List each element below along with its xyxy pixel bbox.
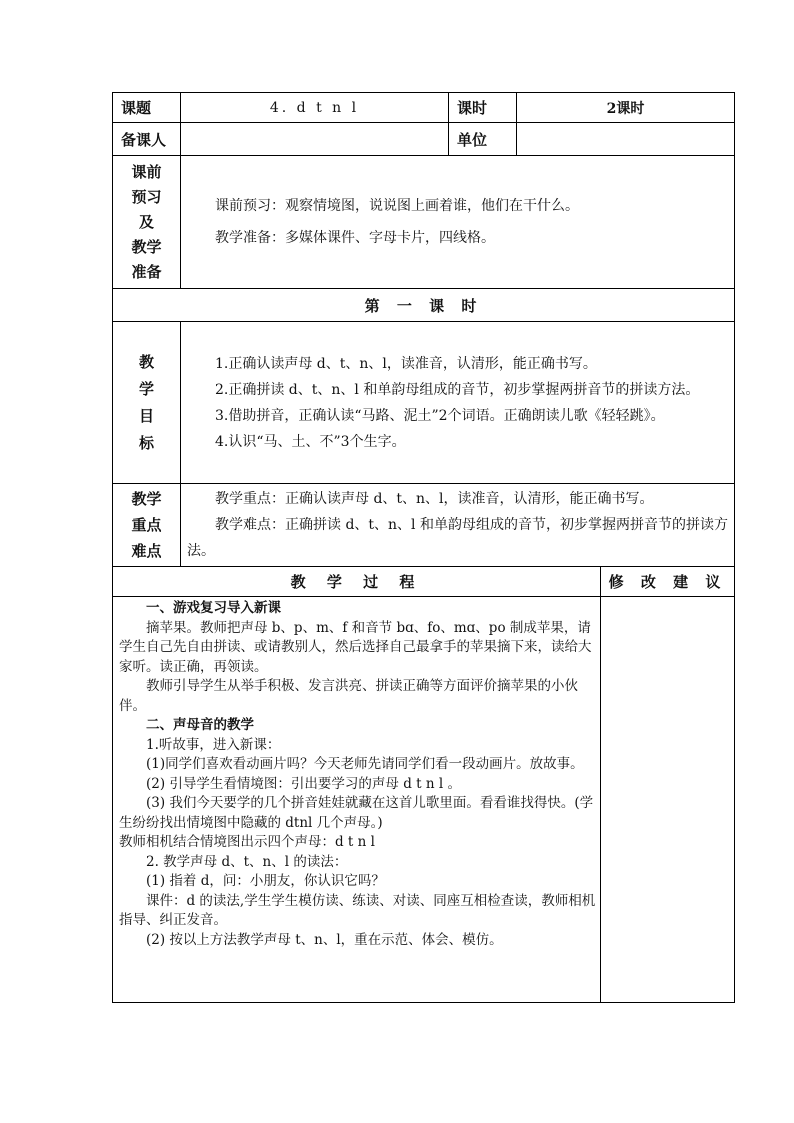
hours-value: 2课时 — [517, 93, 735, 123]
process-line: 1.听故事，进入新课： — [146, 736, 281, 753]
preparer-value — [181, 123, 449, 156]
process-line: 教师相机结合情境图出示四个声母：d t n l — [119, 834, 375, 850]
keypoint-item: 教学重点：正确认读声母 d、t、n、l，读准音，认清形，能正确书写。 — [215, 491, 654, 507]
goal-item: 2.正确拼读 d、t、n、l 和单韵母组成的音节，初步掌握两拼音节的拼读方法。 — [215, 381, 700, 398]
process-line: (2) 按以上方法教学声母 t、n、l，重在示范、体会、模仿。 — [146, 931, 503, 948]
keypoints-content — [181, 484, 735, 567]
goals-label: 教 学 目 标 — [113, 322, 181, 484]
topic-row — [113, 93, 735, 123]
goal-item: 1.正确认读声母 d、t、n、l，读准音，认清形，能正确书写。 — [215, 355, 597, 372]
topic-label: 课题 — [113, 93, 181, 123]
prep-label: 课前 预习 及 教学 准备 — [113, 156, 181, 289]
goal-item: 3.借助拼音，正确认读“马路、泥土”2个词语。正确朗读儿歌《轻轻跳》。 — [215, 407, 665, 424]
process-heading: 一、游戏复习导入新课 — [146, 600, 281, 616]
topic-value: 4. d t n l — [181, 93, 449, 123]
prep-content — [181, 156, 735, 289]
preparer-row — [113, 123, 735, 156]
prep-row — [113, 156, 735, 289]
keypoint-item: 教学难点：正确拼读 d、t、n、l 和单韵母组成的音节，初步掌握两拼音节的拼读方法。 — [187, 517, 728, 559]
process-line: (2) 引导学生看情境图：引出要学习的声母 d t n l 。 — [146, 775, 461, 792]
suggestion-cell — [601, 597, 735, 1003]
goal-item: 4.认识“马、土、不”3个生字。 — [215, 433, 406, 450]
process-line: 课件：d 的读法,学生学生模仿读、练读、对读、同座互相检查读，教师相机指导、纠正发音。 — [119, 892, 596, 928]
process-header-row — [113, 567, 735, 597]
process-line: 教师引导学生从举手积极、发言洪亮、拼读正确等方面评价摘苹果的小伙伴。 — [119, 678, 578, 714]
process-heading: 二、声母音的教学 — [146, 717, 254, 733]
goals-content — [181, 322, 735, 484]
section-title: 第 一 课 时 — [113, 289, 735, 322]
lesson-plan-table — [112, 92, 735, 1003]
process-line: (1) 指着 d，问：小朋友，你认识它吗？ — [146, 873, 385, 889]
process-line: 摘苹果。教师把声母 b、p、m、f 和音节 bɑ、fo、mɑ、po 制成苹果，请学生自己先自由拼读、或请教别人，然后选择自己最拿手的苹果摘下来，读给大家听。读正确，再领读。 — [119, 619, 592, 675]
goals-row — [113, 322, 735, 484]
prep-line: 课前预习：观察情境图，说说图上画着谁，他们在干什么。 — [215, 198, 579, 214]
process-line: (3) 我们今天要学的几个拼音娃娃就藏在这首儿歌里面。看看谁找得快。(学生纷纷找出情境图中隐藏的 dtnl 几个声母。) — [119, 795, 594, 831]
unit-value — [517, 123, 735, 156]
section-title-row — [113, 289, 735, 322]
hours-label: 课时 — [449, 93, 517, 123]
process-row — [113, 597, 735, 1003]
process-content — [113, 597, 601, 1003]
suggestion-title: 修 改 建 议 — [601, 567, 735, 597]
process-line: 2. 教学声母 d、t、n、l 的读法： — [146, 853, 348, 870]
unit-label: 单位 — [449, 123, 517, 156]
process-title: 教 学 过 程 — [113, 567, 601, 597]
process-line: (1)同学们喜欢看动画片吗？今天老师先请同学们看一段动画片。放故事。 — [146, 756, 584, 772]
keypoints-row — [113, 484, 735, 567]
keypoints-label: 教学 重点 难点 — [113, 484, 181, 567]
prep-line: 教学准备：多媒体课件、字母卡片，四线格。 — [215, 230, 495, 246]
preparer-label: 备课人 — [113, 123, 181, 156]
